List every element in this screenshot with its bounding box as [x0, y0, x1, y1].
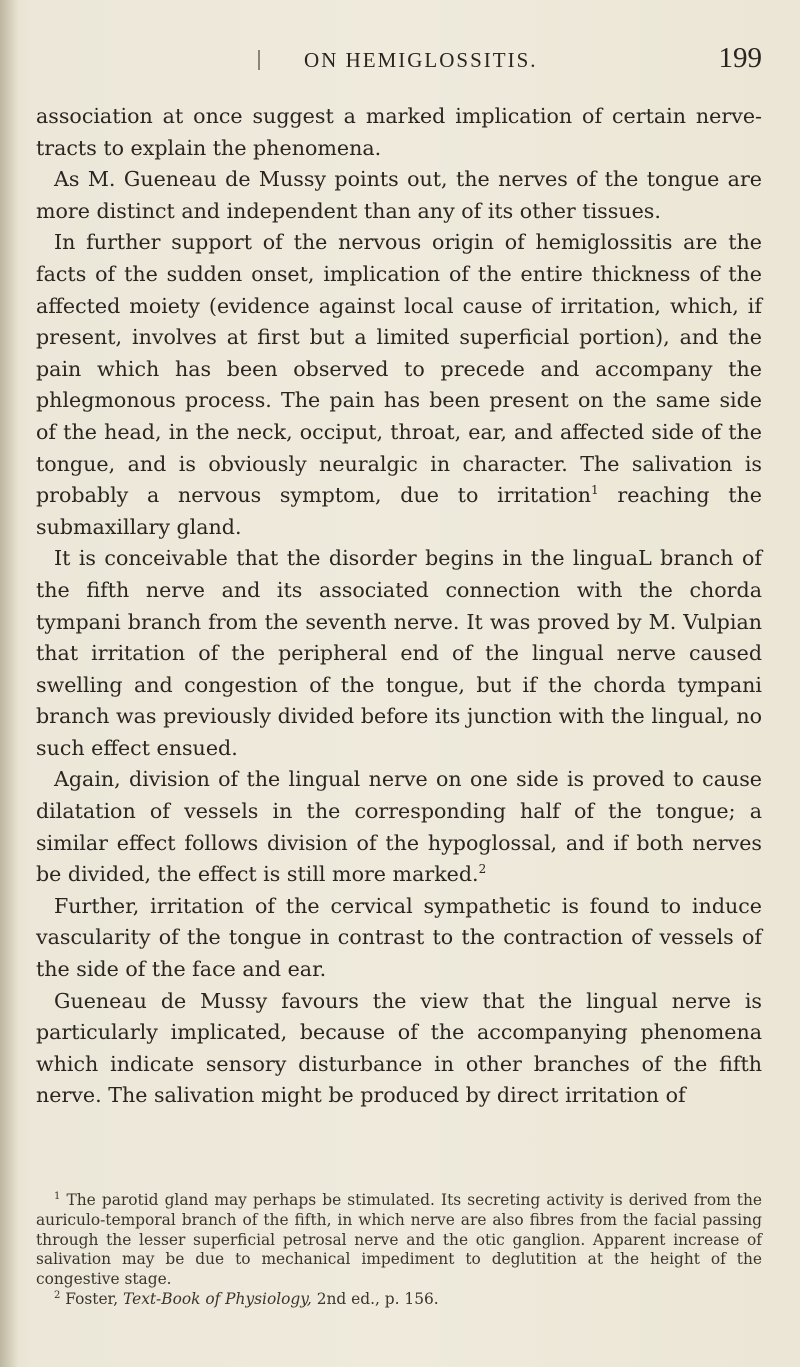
paragraph-1: association at once suggest a marked implication of certain nerve-tracts to explain the phenomena.: [36, 104, 762, 160]
paragraph-4: It is conceivable that the disorder begins in the linguaL branch of the fifth nerve and its associated connection with the chorda tympani branch from the seventh nerve. It was proved by M. Vulpian that irritation of the peripheral end of the lingual nerve caused swelling and congestion of the tongue, but if the chorda tympani branch was previously divided before its junction with the lingual, no such effect ensued.: [36, 546, 762, 760]
paragraph-3-text: In further support of the nervous origin of hemiglossitis are the facts of the sudden onset, implication of the entire thickness of the affected moiety (evidence against local cause of irritation, which, if present, involves at first but a limited superficial portion), and the pain which has been observed to precede and accompany the phlegmonous process. The pain has been present on the same side of the head, in the neck, occiput, throat, ear, and affected side of the tongue, and is obviously neuralgic in character. The salivation is probably a nervous symptom, due to irritation: [36, 230, 762, 508]
running-head-title: ON HEMIGLOSSITIS.: [304, 48, 538, 72]
footnote-ref-1: 1: [591, 483, 599, 498]
page-number: 199: [718, 42, 762, 74]
paragraph-6: Further, irritation of the cervical sympathetic is found to induce vascularity of the tongue in contrast to the contraction of vessels of the side of the face and ear.: [36, 893, 762, 982]
paragraph-3: [36, 227, 762, 543]
footnote-ref-2: 2: [478, 862, 487, 877]
footnote-1: [36, 1191, 762, 1290]
paragraph-2: As M. Gueneau de Mussy points out, the nerves of the tongue are more distinct and independent than any of its other tissues.: [36, 167, 762, 223]
paragraph-5-text: Again, division of the lingual nerve on one side is proved to cause dilatation of vessels in the corresponding half of the tongue; a similar effect follows division of the hypoglossal, and if both nerves be divided, the effect is still more marked.: [36, 767, 762, 887]
page-marker: [258, 50, 260, 70]
paragraph-5: [36, 764, 762, 890]
running-head: [40, 36, 762, 76]
body-text: [36, 101, 762, 1112]
gutter-shadow: [0, 0, 18, 1367]
footnote-2-title: Text-Book of Physiology,: [123, 1289, 312, 1308]
footnotes: [36, 1191, 762, 1310]
paragraph-7: Gueneau de Mussy favours the view that the lingual nerve is particularly implicated, because of the accompanying phenomena which indicate sensory disturbance in other branches of the fifth nerve. The salivation might be produced by direct irritation of: [36, 988, 762, 1108]
paragraph-3-tail: reaching the submaxillary gland.: [36, 483, 762, 539]
footnote-2: [36, 1290, 762, 1310]
footnote-2-mark: 2: [54, 1289, 61, 1301]
footnote-2-author: Foster,: [60, 1289, 124, 1308]
footnote-1-mark: 1: [54, 1190, 61, 1202]
footnote-2-rest: 2nd ed., p. 156.: [311, 1289, 439, 1308]
footnote-1-text: The parotid gland may perhaps be stimulated. Its secreting activity is derived from the auriculo-temporal branch of the fifth, in which nerve are also fibres from the facial passing through the lesser superficial petrosal nerve and the otic ganglion. Apparent increase of salivation may be due to mechanical impediment to deglutition at the height of the congestive stage.: [36, 1191, 762, 1289]
